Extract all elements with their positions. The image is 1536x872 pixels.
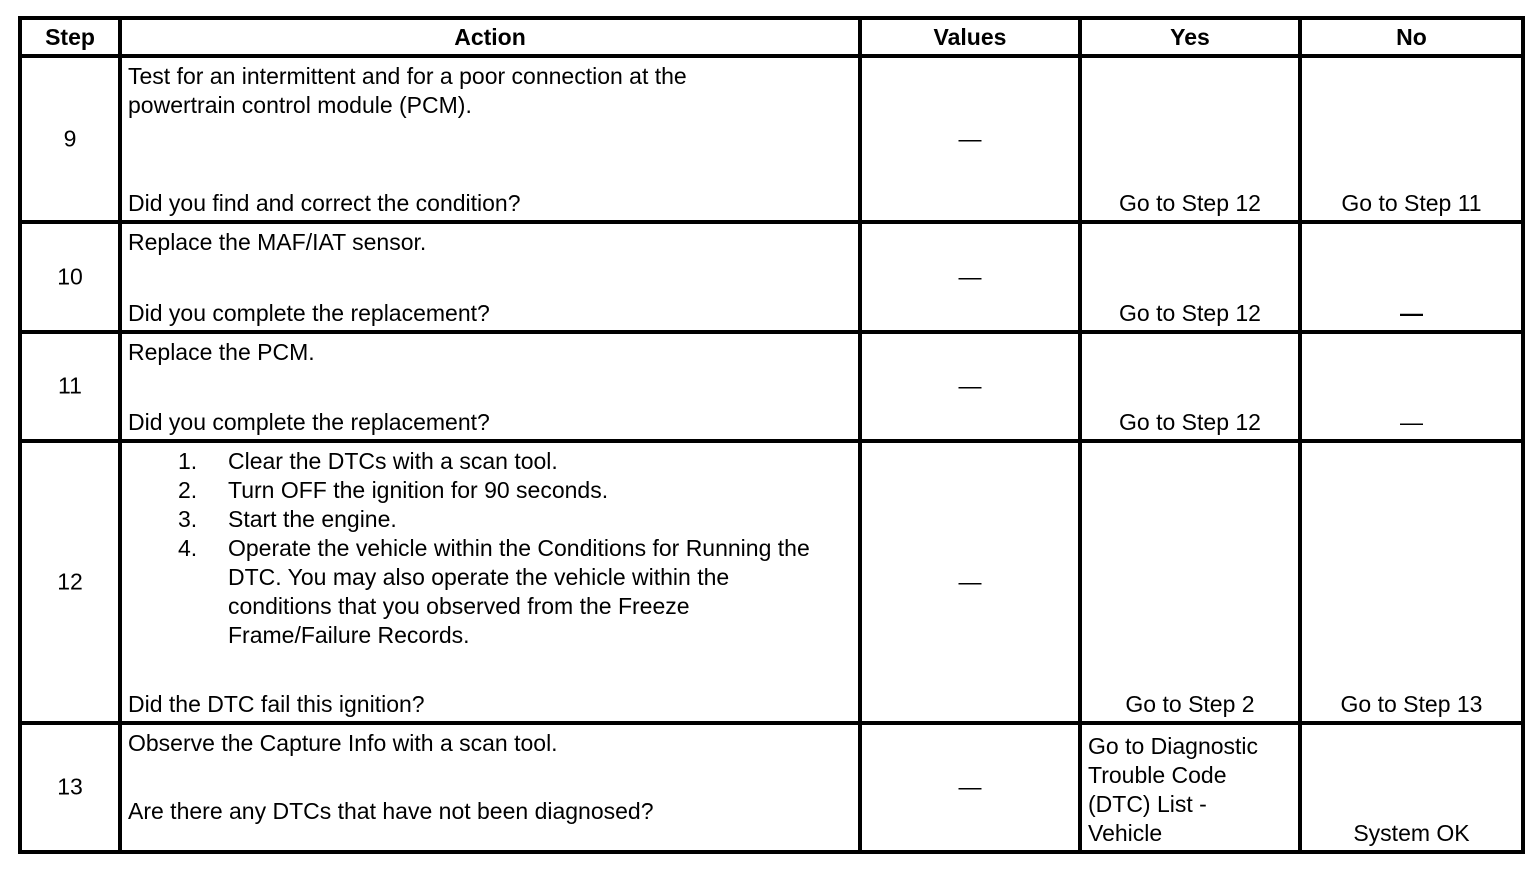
list-item-number: 4. (178, 534, 198, 561)
action-cell (120, 222, 860, 331)
table-row (20, 441, 1523, 723)
no-text: System OK (1353, 820, 1470, 846)
list-item (128, 534, 828, 650)
yes-text: Go to Step 2 (1125, 690, 1255, 717)
list-item (128, 447, 854, 476)
header-action: Action (120, 18, 860, 56)
yes-text: Go to Step 12 (1119, 190, 1261, 217)
values-text: — (958, 568, 982, 595)
header-values: Values (860, 18, 1080, 56)
step-number: 10 (57, 263, 83, 290)
table-row (20, 332, 1523, 441)
list-item-text: Start the engine. (228, 505, 397, 532)
header-no: No (1300, 18, 1523, 56)
list-item-text: Clear the DTCs with a scan tool. (228, 447, 558, 474)
yes-text: Go to Step 12 (1119, 408, 1261, 435)
action-question: Did you find and correct the condition? (128, 190, 521, 217)
step-number: 13 (57, 773, 83, 800)
step-cell (20, 222, 120, 331)
no-text: Go to Step 11 (1341, 190, 1482, 217)
values-cell (860, 56, 1080, 222)
yes-text: Go to Step 12 (1119, 299, 1261, 326)
step-cell (20, 332, 120, 441)
header-step: Step (20, 18, 120, 56)
diagnostic-table (18, 16, 1525, 854)
values-cell (860, 222, 1080, 331)
values-text: — (958, 125, 982, 152)
table-row (20, 222, 1523, 331)
values-cell (860, 441, 1080, 723)
action-text: Replace the PCM. (128, 338, 315, 365)
list-item-number: 1. (178, 447, 198, 474)
step-number: 9 (63, 125, 77, 152)
list-item-text: Turn OFF the ignition for 90 seconds. (228, 476, 609, 503)
values-text: — (958, 372, 982, 399)
action-cell (120, 332, 860, 441)
yes-cell (1080, 332, 1300, 441)
table-row (20, 723, 1523, 852)
yes-cell (1080, 56, 1300, 222)
action-question: Did the DTC fail this ignition? (128, 690, 425, 717)
action-question: Did you complete the replacement? (128, 408, 490, 435)
list-item-number: 3. (178, 505, 198, 532)
procedure-list (128, 447, 854, 650)
values-text: — (958, 263, 982, 290)
values-cell (860, 723, 1080, 852)
step-cell (20, 56, 120, 222)
header-row (20, 18, 1523, 56)
action-text: Observe the Capture Info with a scan tool. (128, 729, 558, 756)
list-item (128, 505, 854, 534)
step-number: 11 (58, 372, 82, 399)
action-cell (120, 723, 860, 852)
step-number: 12 (57, 568, 83, 595)
no-cell (1300, 441, 1523, 723)
values-cell (860, 332, 1080, 441)
list-item-text: Operate the vehicle within the Conditions for Running the DTC. You may also operate the vehicle within the conditions that you observed from the Freeze Frame/Failure Records. (228, 534, 810, 648)
table-row (20, 56, 1523, 222)
yes-cell (1080, 441, 1300, 723)
step-cell (20, 441, 120, 723)
action-question: Did you complete the replacement? (128, 299, 490, 326)
action-question: Are there any DTCs that have not been diagnosed? (128, 798, 654, 824)
yes-cell (1080, 723, 1300, 852)
action-text: Replace the MAF/IAT sensor. (128, 229, 427, 256)
action-cell (120, 56, 860, 222)
no-cell (1300, 723, 1523, 852)
list-item (128, 476, 854, 505)
no-text: — (1400, 408, 1423, 435)
no-cell (1300, 332, 1523, 441)
action-text: Test for an intermittent and for a poor connection at the powertrain control module (PCM). (128, 63, 687, 118)
no-cell (1300, 222, 1523, 331)
no-text: — (1400, 299, 1423, 326)
action-list-wrap (128, 447, 854, 650)
no-text: Go to Step 13 (1340, 690, 1483, 717)
list-item-number: 2. (178, 476, 198, 503)
header-yes: Yes (1080, 18, 1300, 56)
yes-text: Go to Diagnostic Trouble Code (DTC) List - Vehicle (1088, 733, 1259, 846)
yes-cell (1080, 222, 1300, 331)
values-text: — (958, 773, 982, 800)
no-cell (1300, 56, 1523, 222)
step-cell (20, 723, 120, 852)
action-cell (120, 441, 860, 723)
